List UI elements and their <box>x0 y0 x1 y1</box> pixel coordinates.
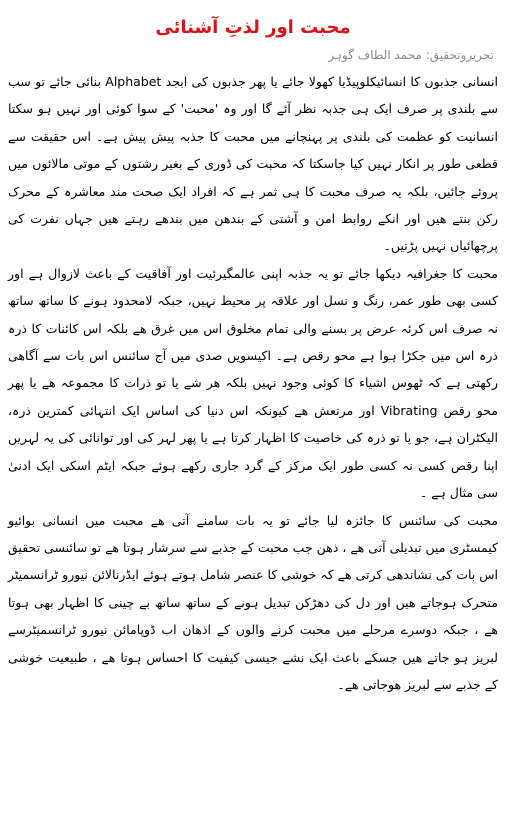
article-byline: تحریروتحقیق: محمد الطاف گوہر <box>328 48 494 62</box>
article-title: محبت اور لذتِ آشنائی <box>155 17 351 38</box>
article-paragraph-3: محبت کی سائنس کا جائزہ لیا جائے تو یہ بات سامنے آتی ھے محبت میں انسانی بوائیو کیمسٹری میں تبدیلی آتی ھے ، ذھن جب محبت کے جذبے سے سرشار ہوتا ھے تو سائنسی تحقیق اس بات کی نشاندھی کرتی ھے کہ خوشی کا عنصر شامل ہوتے ہوئے ایڈرنالائن نیورو ٹرانسمیٹر متحرک ہوجاتے ھیں اور دل کی دھڑکن تبدیل ہونے کے ساتھ ساتھ بے چینی کا اظہار بھی ہوتا ھے ، جبکہ دوسرے مرحلے میں محبت کرنے والوں کے اذھان اب ڈوپامائن نیورو ٹرانسمیٹرسے لبریز ہو جاتے ھیں جسکے باعث ایک نشے جیسی کیفیت کا احساس ہوتا ھے ، طبیعیت خوشی کے جذبے سے لبریز ھوجاتی ھے۔ <box>8 512 498 692</box>
article-paragraph-1: انسانی جذبوں کا انسائیکلوپیڈیا کھولا جائے یا پھر جذبوں کی ابجد Alphabet بنائی جائے تو سب سے بلندی پر صرف ایک ہی جذبہ نظر آئے گا اور وہ 'محبت' کے سوا کوئی اور نہیں ہو سکتا انسانیت کو عظمت کی بلندی پر پہنچانے میں محبت کا جذبہ پیش پیش ہے۔ اس حقیقت سے قطعی طور پر انکار نہیں کیا جاسکتا کہ محبت کی ڈوری کے بغیر رشتوں کے موتی مالائوں میں پروئے جائیں، بلکہ یہ صرف محبت کا ہی ثمر ہے کہ افراد ایک صحت مند معاشرہ کے محرک رکن بنتے ھیں اور انکے روابط امن و آشتی کے بندھن میں بندھے رہتے ھیں جہاں نفرت کی پرچھائیاں نہیں پڑتیں۔ <box>8 74 498 254</box>
article-paragraph-2: محبت کا جغرافیہ دیکھا جائے تو یہ جذبہ اپنی عالمگیرئیت اور آفاقیت کے باعث لازوال ہے اور کسی بھی طور عمر، رنگ و نسل اور علاقہ پر محیط نہیں، جبکہ لامحدود ہونے کا ساتھ ساتھ نہ صرف اس کرئہ عرض پر بسنے والی تمام مخلوق اس میں غرق ھے بلکہ اس کائنات کا ذرہ ذرہ اس میں جکڑا ہوا ہے محو رقص ہے۔ اکیسویں صدی میں آج سائنس اس بات سے آگاھی رکھتی ہے کہ ٹھوس اشیاء کا کوئی وجود نہیں بلکہ ھر شے یا تو ذرات کا مجموعہ ھے یا پھر محو رقص Vibrating اور مرتعش ھے کیونکہ اس دنیا کی اساس ایک انتہائی کمترین ذرہ، الیکٹران ہے، جو یا تو ذرہ کی خاصیت کا اظہار کرتا ہے یا پھر لہر کی اور توانائی کی یہ لہریں اپنا رقص کسی نہ کسی طور ایک مرکز کے گرد جاری رکھے ہوئے جبکہ ایٹم اسکی ایک ادنیٰ سی مثال ہے ۔ <box>8 265 498 501</box>
